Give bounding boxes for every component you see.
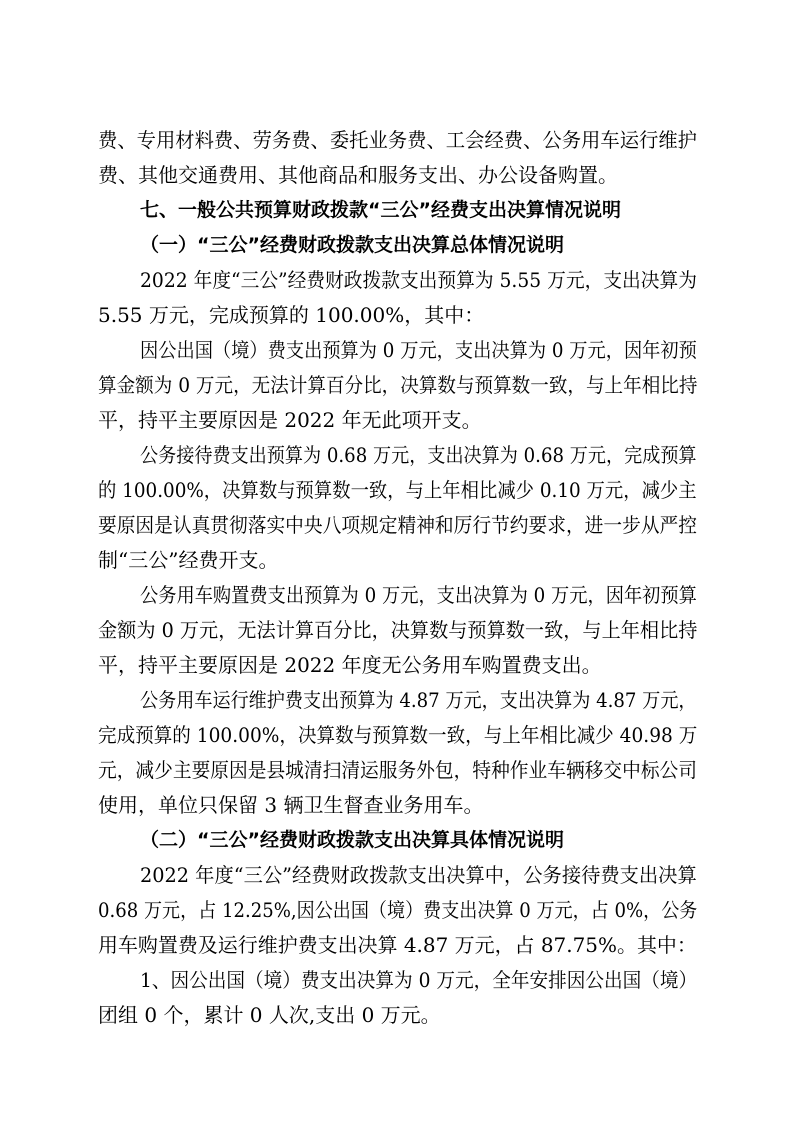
body-text-line: 平，持平主要原因是 2022 年无此项开支。 bbox=[98, 408, 482, 432]
body-text-line: 元，减少主要原因是县城清扫清运服务外包，特种作业车辆移交中标公司 bbox=[98, 758, 697, 782]
body-text-line: 用车购置费及运行维护费支出决算 4.87 万元，占 87.75%。其中： bbox=[98, 933, 697, 957]
body-text-line: 0.68 万元，占 12.25%,因公出国（境）费支出决算 0 万元，占 0%，公务 bbox=[98, 898, 698, 922]
paragraph-first-line: 公务用车购置费支出预算为 0 万元，支出决算为 0 万元，因年初预算 bbox=[140, 583, 697, 607]
body-text-line: 制“三公”经费开支。 bbox=[98, 548, 279, 572]
body-text-line: 平，持平主要原因是 2022 年度无公务用车购置费支出。 bbox=[98, 653, 602, 677]
body-text-line: 要原因是认真贯彻落实中央八项规定精神和厉行节约要求，进一步从严控 bbox=[98, 513, 697, 537]
paragraph-first-line: 1、因公出国（境）费支出决算为 0 万元，全年安排因公出国（境） bbox=[140, 968, 698, 992]
body-text-line: 费、其他交通费用、其他商品和服务支出、办公设备购置。 bbox=[98, 163, 618, 187]
body-text-line: 费、专用材料费、劳务费、委托业务费、工会经费、公务用车运行维护 bbox=[98, 128, 697, 152]
body-text-line: 5.55 万元，完成预算的 100.00%，其中： bbox=[98, 303, 485, 327]
subsection-heading: （一）“三公”经费财政拨款支出决算总体情况说明 bbox=[140, 234, 564, 256]
body-text-line: 团组 0 个，累计 0 人次,支出 0 万元。 bbox=[98, 1003, 441, 1027]
paragraph-first-line: 2022 年度“三公”经费财政拨款支出预算为 5.55 万元，支出决算为 bbox=[140, 268, 697, 292]
body-text-line: 使用，单位只保留 3 辆卫生督查业务用车。 bbox=[98, 793, 484, 817]
body-text-line: 算金额为 0 万元，无法计算百分比，决算数与预算数一致，与上年相比持 bbox=[98, 373, 698, 397]
subsection-heading: （二）“三公”经费财政拨款支出决算具体情况说明 bbox=[140, 829, 564, 851]
section-heading: 七、一般公共预算财政拨款“三公”经费支出决算情况说明 bbox=[140, 199, 621, 221]
paragraph-first-line: 因公出国（境）费支出预算为 0 万元，支出决算为 0 万元，因年初预 bbox=[140, 338, 697, 362]
body-text-line: 金额为 0 万元，无法计算百分比，决算数与预算数一致，与上年相比持 bbox=[98, 618, 698, 642]
body-text-line: 完成预算的 100.00%，决算数与预算数一致，与上年相比减少 40.98 万 bbox=[98, 723, 698, 747]
paragraph-first-line: 公务用车运行维护费支出预算为 4.87 万元，支出决算为 4.87 万元， bbox=[140, 688, 697, 712]
paragraph-first-line: 公务接待费支出预算为 0.68 万元，支出决算为 0.68 万元，完成预算 bbox=[140, 443, 697, 467]
paragraph-first-line: 2022 年度“三公”经费财政拨款支出决算中，公务接待费支出决算 bbox=[140, 863, 697, 887]
body-text-line: 的 100.00%，决算数与预算数一致，与上年相比减少 0.10 万元，减少主 bbox=[98, 478, 697, 502]
